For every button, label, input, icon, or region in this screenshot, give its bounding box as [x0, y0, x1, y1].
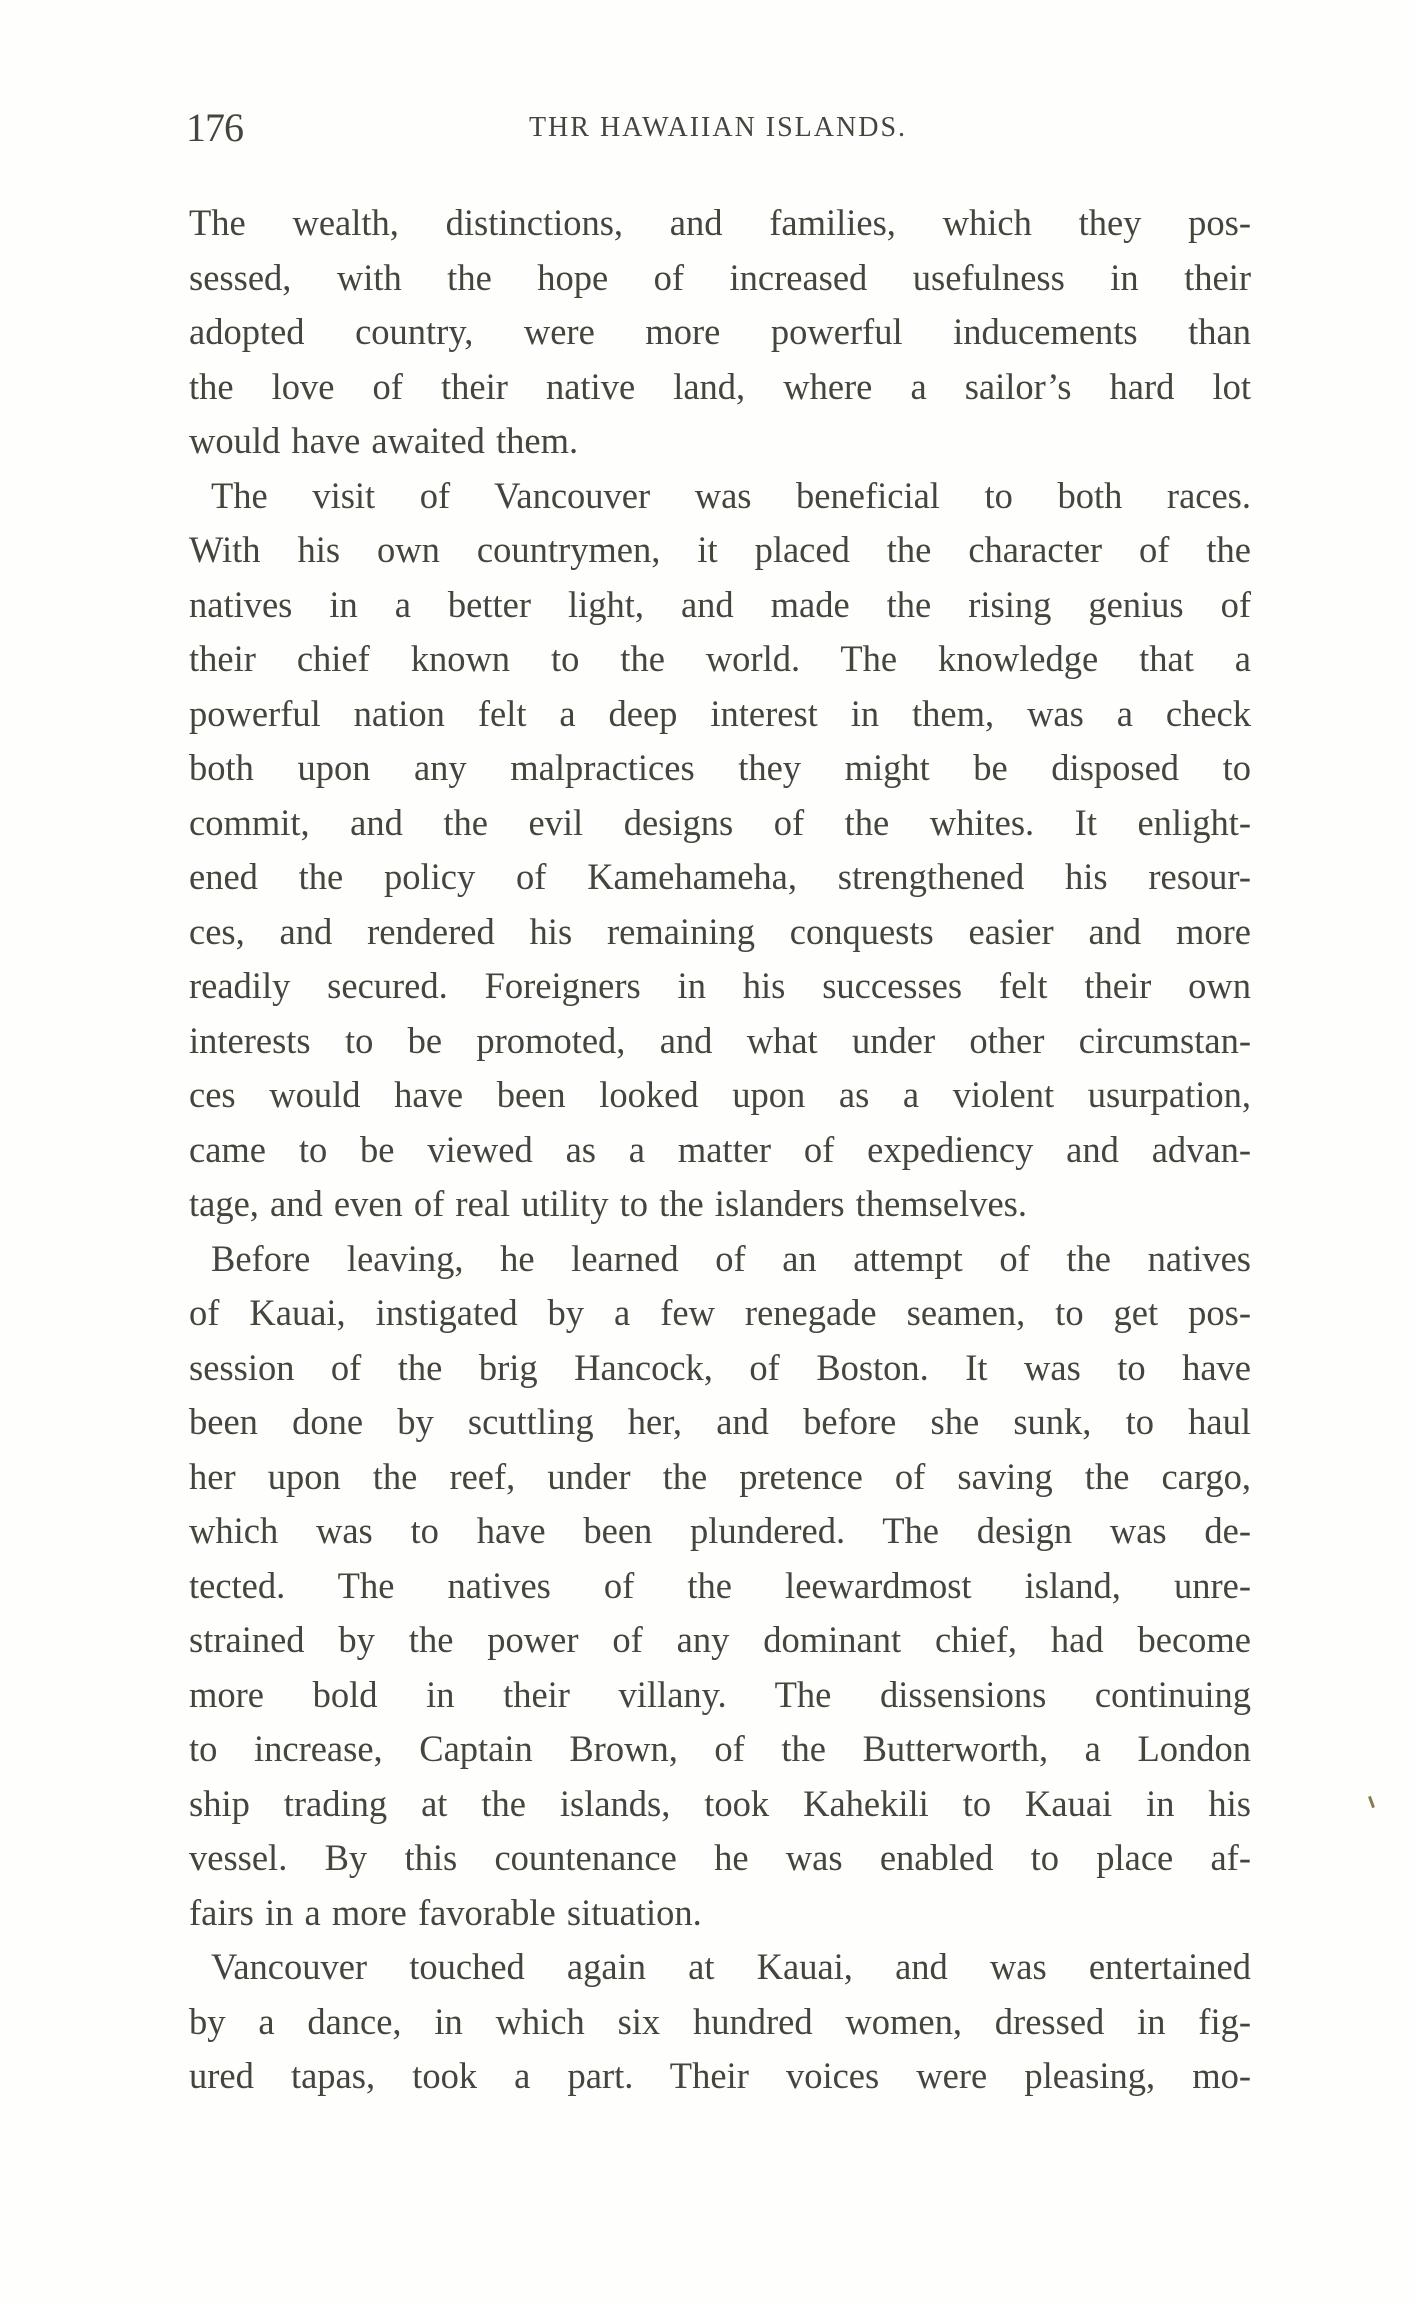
running-title: THR HAWAIIAN ISLANDS.	[528, 112, 908, 143]
text-line: both upon any malpractices they might be disposed to	[189, 747, 1251, 788]
text-line: ured tapas, took a part. Their voices were pleasing, mo-	[189, 2055, 1251, 2096]
page-number: 176	[186, 105, 243, 150]
text-line: tected. The natives of the leewardmost island, unre-	[189, 1564, 1251, 1606]
text-line: commit, and the evil designs of the whites. It enlight-	[189, 801, 1251, 843]
text-line: readily secured. Foreigners in his successes felt their own	[189, 965, 1251, 1006]
text-line: The visit of Vancouver was beneficial to both races.	[211, 474, 1251, 516]
text-line: session of the brig Hancock, of Boston. It was to have	[189, 1346, 1251, 1388]
text-line: would have awaited them.	[189, 420, 579, 461]
text-line: to increase, Captain Brown, of the Butterworth, a London	[189, 1728, 1251, 1769]
text-line: interests to be promoted, and what under other circumstan-	[189, 1019, 1251, 1061]
text-line: The wealth, distinctions, and families, which they pos-	[189, 202, 1251, 243]
text-line: powerful nation felt a deep interest in them, was a check	[189, 692, 1251, 734]
text-line: by a dance, in which six hundred women, dressed in fig-	[189, 2000, 1251, 2042]
text-line: ces would have been looked upon as a violent usurpation,	[189, 1074, 1251, 1115]
text-line: vessel. By this countenance he was enabled to place af-	[189, 1837, 1251, 1878]
ink-mark	[1368, 1796, 1375, 1808]
text-line: of Kauai, instigated by a few renegade seamen, to get pos-	[189, 1292, 1251, 1333]
text-line: adopted country, were more powerful inducements than	[189, 311, 1251, 352]
text-line: their chief known to the world. The knowledge that a	[189, 638, 1251, 679]
text-line: her upon the reef, under the pretence of saving the cargo,	[189, 1455, 1251, 1497]
text-line: been done by scuttling her, and before she sunk, to haul	[189, 1401, 1251, 1442]
text-line: natives in a better light, and made the rising genius of	[189, 583, 1251, 625]
text-line: fairs in a more favorable situation.	[189, 1891, 702, 1933]
text-line: came to be viewed as a matter of expediency and advan-	[189, 1128, 1251, 1170]
text-line: sessed, with the hope of increased usefulness in their	[189, 256, 1251, 298]
text-line: which was to have been plundered. The design was de-	[189, 1510, 1251, 1551]
body-text	[189, 196, 1251, 2104]
text-line: tage, and even of real utility to the islanders themselves.	[189, 1183, 1027, 1224]
text-line: Before leaving, he learned of an attempt of the natives	[211, 1237, 1251, 1279]
text-line: Vancouver touched again at Kauai, and was entertained	[211, 1946, 1251, 1987]
text-line: strained by the power of any dominant chief, had become	[189, 1619, 1251, 1660]
text-line: ened the policy of Kamehameha, strengthened his resour-	[189, 856, 1251, 897]
text-line: ship trading at the islands, took Kahekili to Kauai in his	[189, 1782, 1251, 1824]
text-line: With his own countrymen, it placed the character of the	[189, 529, 1251, 570]
text-line: the love of their native land, where a sailor’s hard lot	[189, 365, 1251, 407]
text-line: ces, and rendered his remaining conquests easier and more	[189, 910, 1251, 952]
text-line: more bold in their villany. The dissensions continuing	[189, 1673, 1251, 1715]
